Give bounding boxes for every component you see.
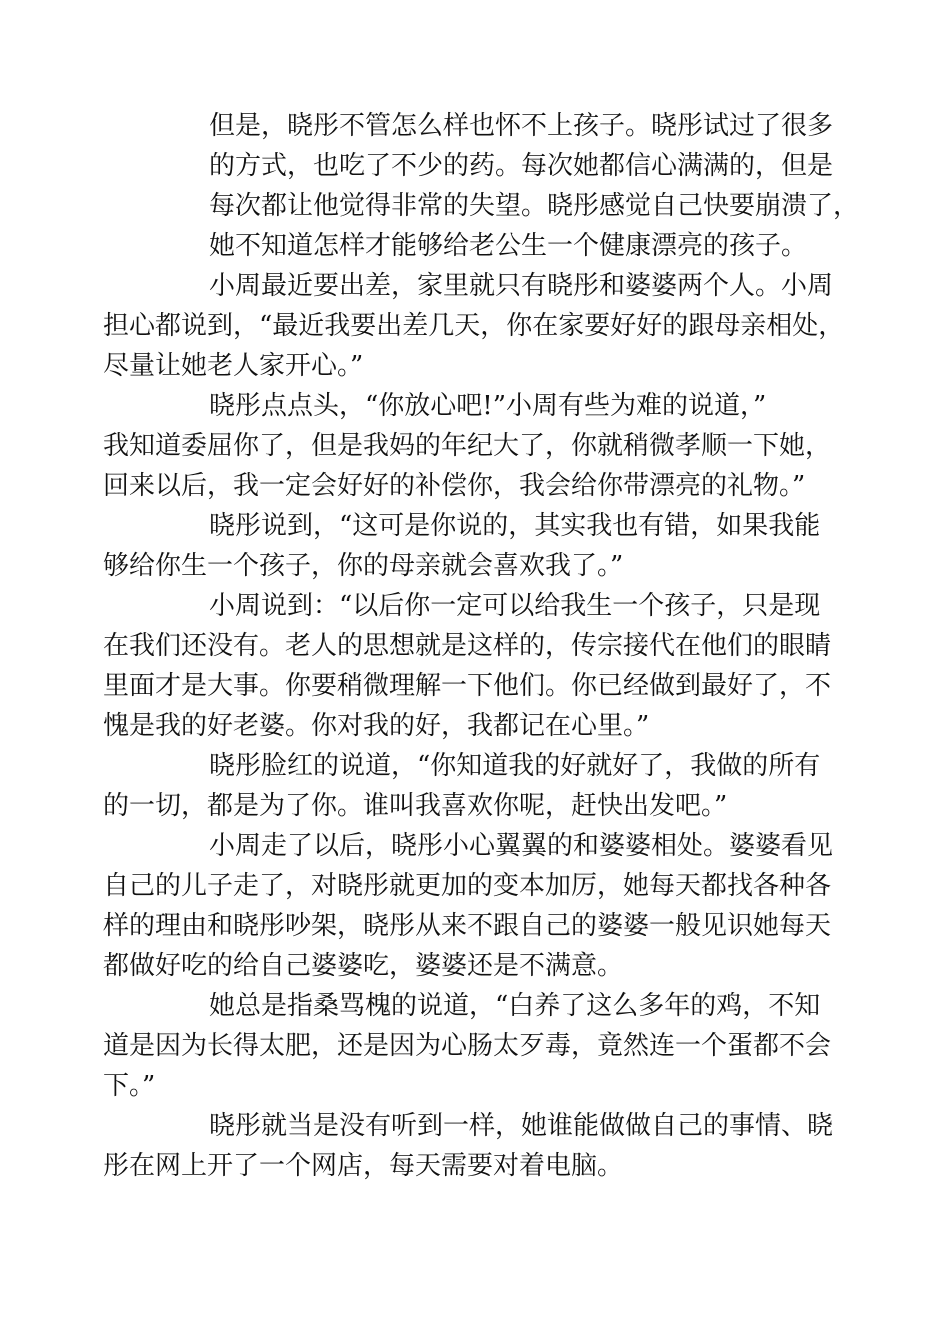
text-line: 里面才是大事。你要稍微理解一下他们。你已经做到最好了，不 bbox=[103, 671, 832, 701]
text-line: 我知道委屈你了，但是我妈的年纪大了，你就稍微孝顺一下她， bbox=[103, 431, 832, 461]
text-line: 但是，晓彤不管怎么样也怀不上孩子。晓彤试过了很多 bbox=[209, 111, 834, 141]
text-line: 小周说到：“以后你一定可以给我生一个孩子，只是现 bbox=[209, 591, 821, 621]
text-line: 她不知道怎样才能够给老公生一个健康漂亮的孩子。 bbox=[209, 231, 808, 261]
text-line: 自己的儿子走了，对晓彤就更加的变本加厉，她每天都找各种各 bbox=[103, 871, 832, 901]
story-text-block bbox=[103, 106, 883, 1186]
text-line: 尽量让她老人家开心。” bbox=[103, 351, 364, 381]
text-line: 晓彤脸红的说道，“你知道我的好就好了，我做的所有 bbox=[209, 751, 821, 781]
text-line: 的方式，也吃了不少的药。每次她都信心满满的，但是 bbox=[209, 151, 834, 181]
text-line: 道是因为长得太肥，还是因为心肠太歹毒，竟然连一个蛋都不会 bbox=[103, 1031, 832, 1061]
text-line: 晓彤就当是没有听到一样，她谁能做做自己的事情、晓 bbox=[209, 1111, 834, 1141]
text-line: 担心都说到，“最近我要出差几天，你在家要好好的跟母亲相处， bbox=[103, 311, 845, 341]
text-line: 的一切，都是为了你。谁叫我喜欢你呢，赶快出发吧。” bbox=[103, 791, 728, 821]
text-line: 在我们还没有。老人的思想就是这样的，传宗接代在他们的眼睛 bbox=[103, 631, 832, 661]
text-line: 晓彤说到，“这可是你说的，其实我也有错，如果我能 bbox=[209, 511, 821, 541]
text-line: 晓彤点点头，“你放心吧!”小周有些为难的说道，” bbox=[209, 391, 767, 421]
text-line: 她总是指桑骂槐的说道，“白养了这么多年的鸡，不知 bbox=[209, 991, 821, 1021]
text-line: 愧是我的好老婆。你对我的好，我都记在心里。” bbox=[103, 711, 650, 741]
text-line: 每次都让他觉得非常的失望。晓彤感觉自己快要崩溃了， bbox=[209, 191, 860, 221]
text-line: 彤在网上开了一个网店，每天需要对着电脑。 bbox=[103, 1151, 624, 1181]
text-line: 样的理由和晓彤吵架，晓彤从来不跟自己的婆婆一般见识她每天 bbox=[103, 911, 832, 941]
text-line: 都做好吃的给自己婆婆吃，婆婆还是不满意。 bbox=[103, 951, 624, 981]
text-line: 回来以后，我一定会好好的补偿你，我会给你带漂亮的礼物。” bbox=[103, 471, 806, 501]
text-line: 下。” bbox=[103, 1071, 156, 1101]
text-line: 小周走了以后，晓彤小心翼翼的和婆婆相处。婆婆看见 bbox=[209, 831, 834, 861]
text-line: 够给你生一个孩子，你的母亲就会喜欢我了。” bbox=[103, 551, 624, 581]
text-line: 小周最近要出差，家里就只有晓彤和婆婆两个人。小周 bbox=[209, 271, 834, 301]
